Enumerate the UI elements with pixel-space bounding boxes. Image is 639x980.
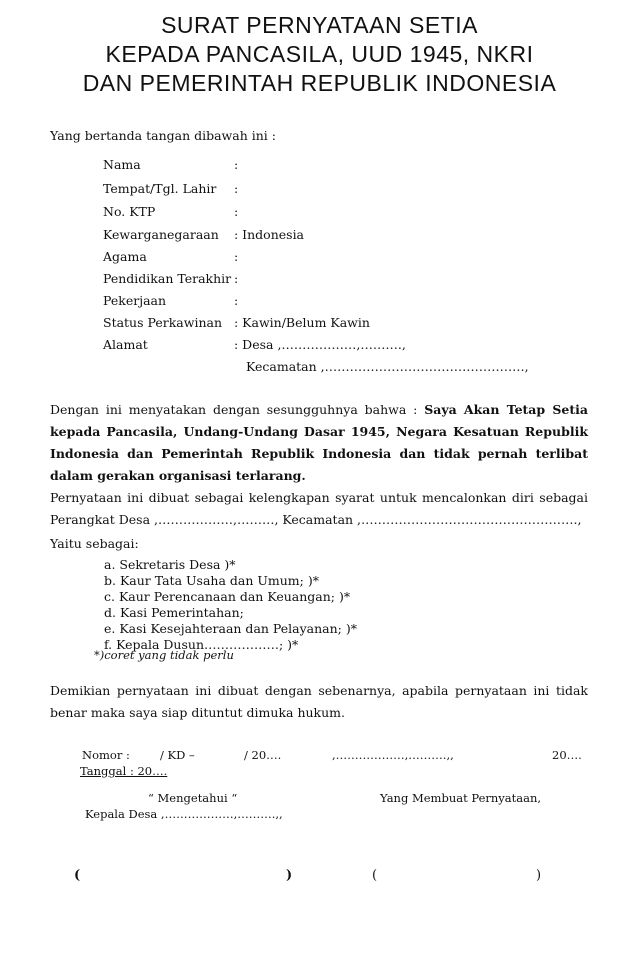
field-value-status: : Kawin/Belum Kawin (234, 315, 370, 330)
page-title-line-2: KEPADA PANCASILA, UUD 1945, NKRI (105, 41, 534, 67)
date-year: 20…. (552, 748, 582, 762)
field-label-agama: Agama (103, 249, 147, 264)
field-label-status: Status Perkawinan (103, 315, 223, 330)
field-value-ttl: : (234, 181, 239, 196)
place-date: ,………………,……….,, (332, 748, 454, 762)
field-label-alamat: Alamat (103, 337, 148, 352)
field-value-pendidikan: : (234, 271, 239, 286)
field-label-pendidikan: Pendidikan Terakhir (103, 271, 232, 286)
field-label-pekerjaan: Pekerjaan (103, 293, 167, 308)
list-item: e. Kasi Kesejahteraan dan Pelayanan; )* (104, 621, 357, 636)
field-value-nama: : (234, 157, 239, 172)
statement-paragraph (50, 399, 588, 487)
nomor-label: Nomor : (82, 748, 130, 762)
list-item: b. Kaur Tata Usaha dan Umum; )* (104, 573, 319, 588)
field-value-agama: : (234, 249, 239, 264)
page-title-line-3: DAN PEMERINTAH REPUBLIK INDONESIA (82, 70, 557, 96)
signature-close-paren-right: ) (536, 868, 542, 883)
field-label-ttl: Tempat/Tgl. Lahir (103, 181, 217, 196)
list-item: a. Sekretaris Desa )* (104, 557, 236, 572)
list-item: d. Kasi Pemerintahan; (104, 605, 244, 620)
tanggal-line: Tanggal : 20…. (80, 764, 168, 778)
closing-paragraph: Demikian pernyataan ini dibuat dengan sebenarnya, apabila pernyataan ini tidak benar maka saya siap dituntut dimuka hukum. (50, 683, 588, 720)
statement-bold: Saya Akan Tetap Setia kepada Pancasila, Undang-Undang Dasar 1945, Negara Kesatuan Republik Indonesia dan Pemerintah Republik Indonesia dan tidak pernah terlibat dalam gerakan organisasi terlarang. (50, 402, 588, 483)
positions-intro: Yaitu sebagai: (50, 536, 139, 551)
field-label-nama: Nama (103, 157, 141, 172)
nomor-kd: / KD – (160, 748, 195, 762)
purpose-paragraph: Pernyataan ini dibuat sebagai kelengkapan syarat untuk mencalonkan diri sebagai Perangkat Desa ,………………,………, Kecamatan ,……………………………………………., (50, 490, 588, 527)
field-value-ktp: : (234, 204, 239, 219)
page-title-line-1: SURAT PERNYATAAN SETIA (161, 12, 478, 38)
signature-close-paren-left: ) (286, 868, 293, 883)
list-item: c. Kaur Perencanaan dan Keuangan; )* (104, 589, 351, 604)
field-value-alamat: : Desa ,………………,………., (234, 337, 406, 352)
field-label-ktp: No. KTP (103, 204, 156, 219)
pembuat-label: Yang Membuat Pernyataan, (380, 791, 542, 805)
signature-open-paren-left: ( (74, 868, 81, 883)
kepala-desa-label: Kepala Desa ,………………,……….,, (85, 807, 283, 821)
field-value-kewarganegaraan: : Indonesia (234, 227, 305, 242)
intro-text: Yang bertanda tangan dibawah ini : (50, 128, 276, 143)
list-item: f. Kepala Dusun………………; )* (104, 637, 299, 652)
field-label-kewarganegaraan: Kewarganegaraan (103, 227, 219, 242)
field-value-kecamatan: Kecamatan ,…………………………………………, (246, 359, 529, 374)
mengetahui-label: “ Mengetahui “ (148, 791, 238, 805)
nomor-year: / 20…. (244, 748, 282, 762)
field-value-pekerjaan: : (234, 293, 239, 308)
footnote: *)coret yang tidak perlu (94, 648, 234, 662)
statement-prefix: Dengan ini menyatakan dengan sesungguhnya bahwa : (50, 402, 425, 417)
signature-open-paren-right: ( (372, 868, 378, 883)
